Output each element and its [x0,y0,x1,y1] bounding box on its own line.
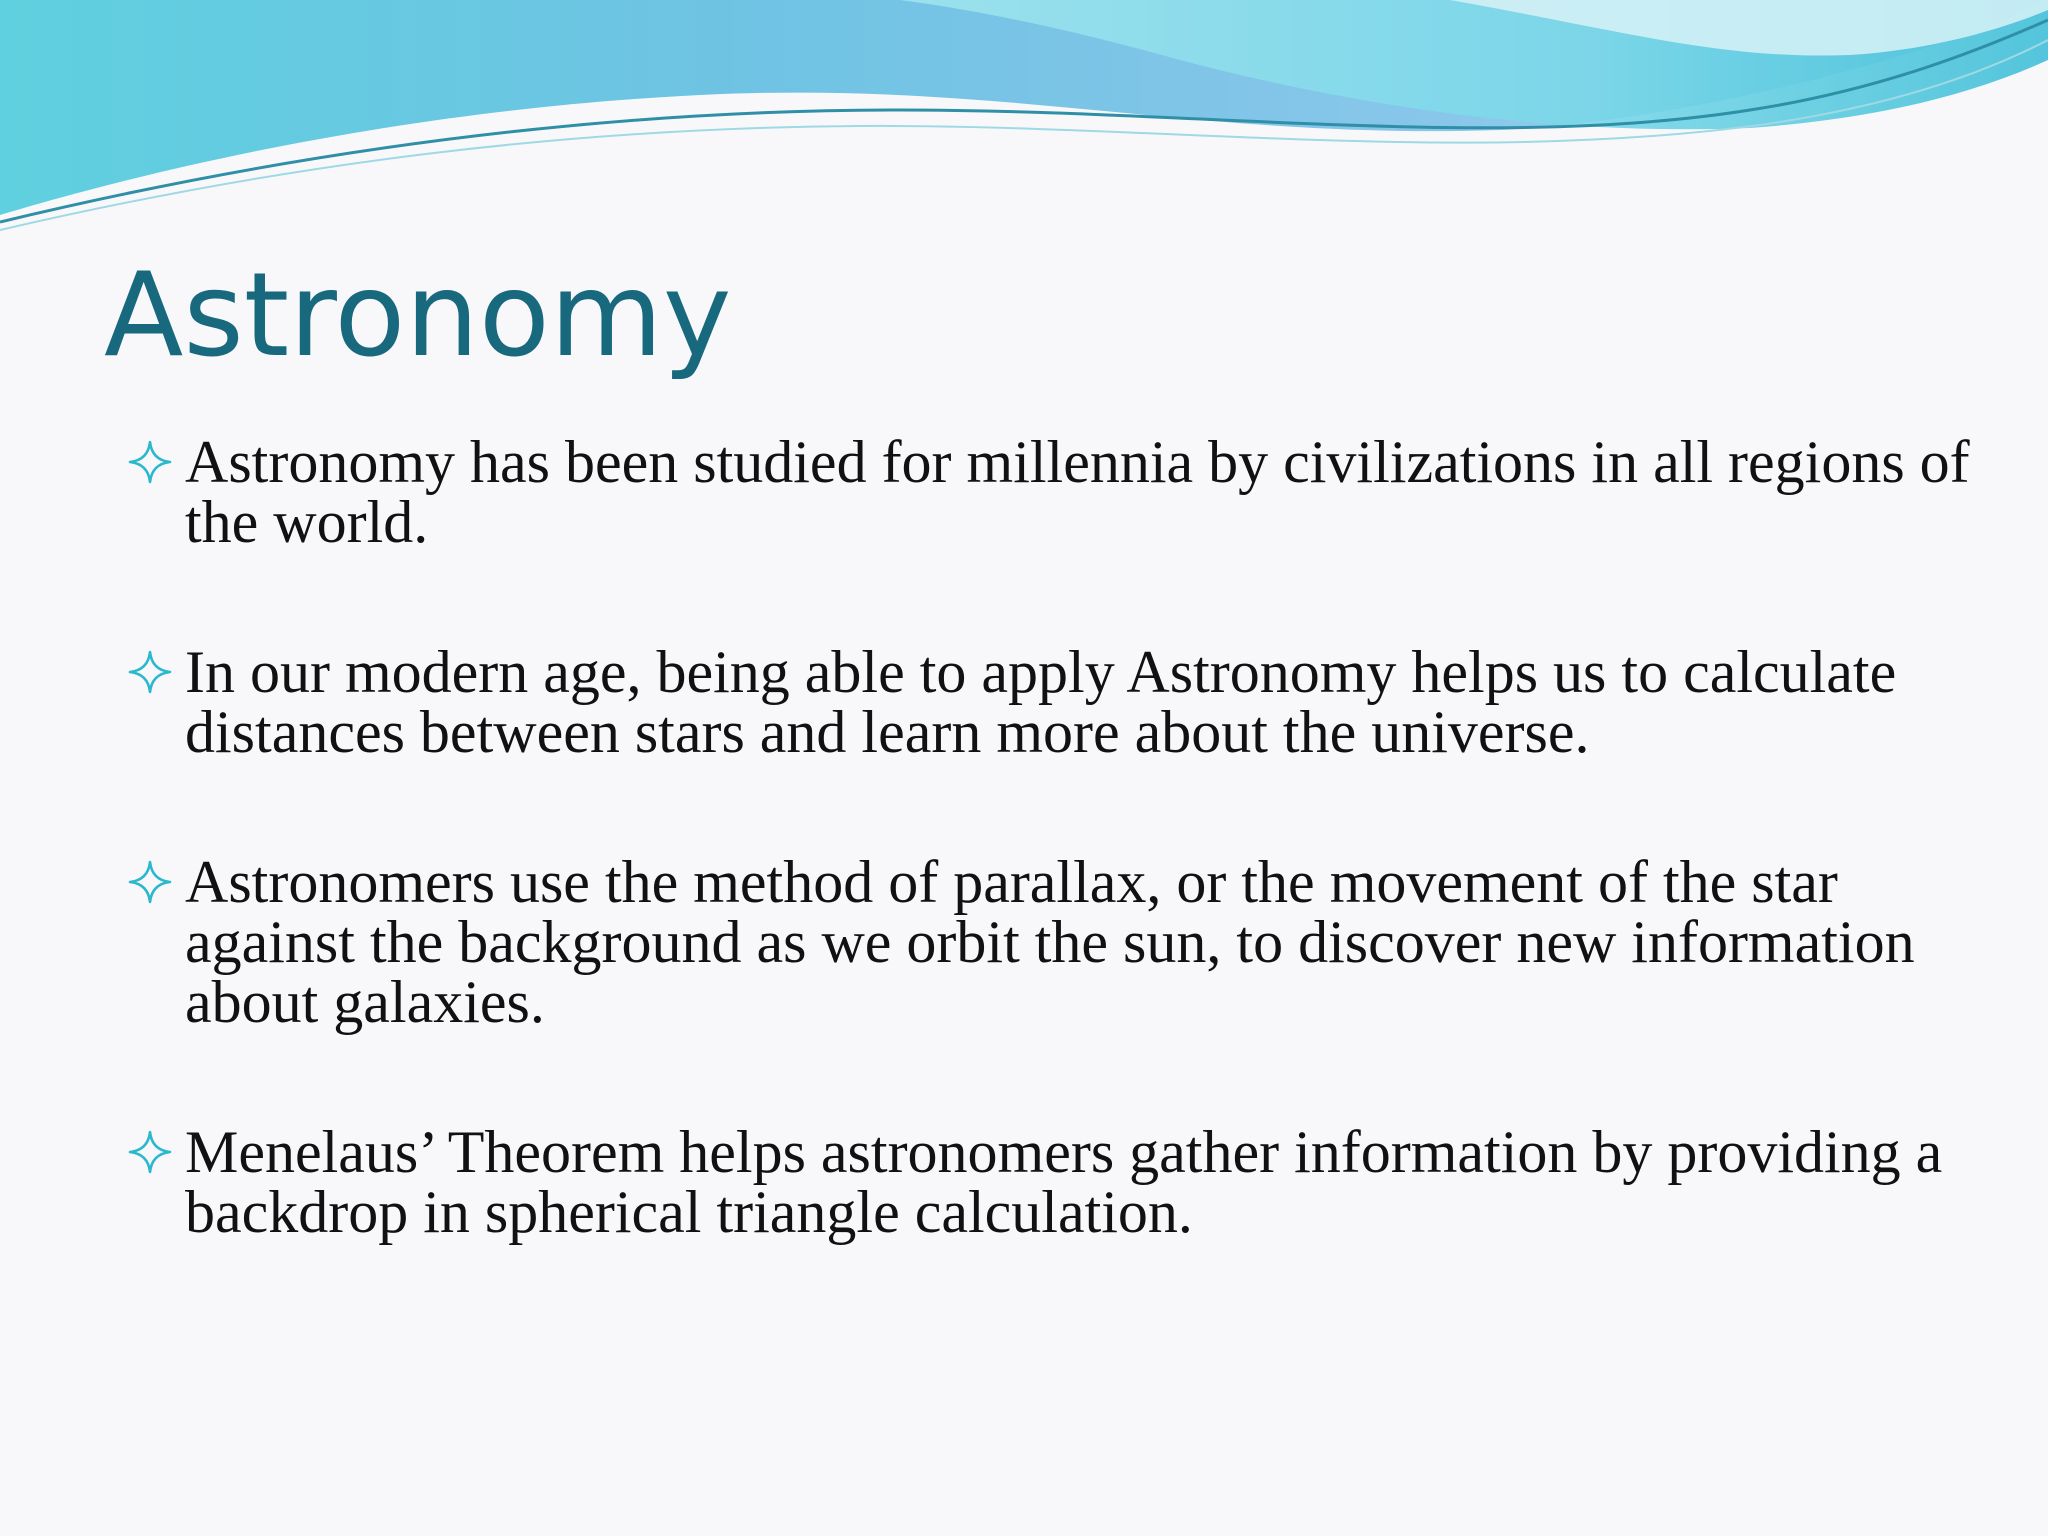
four-point-star-icon [128,860,172,904]
slide-title: Astronomy [104,248,732,383]
four-point-star-icon [128,650,172,694]
bullet-text: In our modern age, being able to apply Astronomy helps us to calculate distances between stars and learn more about the universe. [185,639,1897,765]
bullet-item [124,1119,1984,1245]
bullet-item [124,429,1984,555]
bullet-text: Menelaus’ Theorem helps astronomers gather information by providing a backdrop in spherical triangle calculation. [185,1119,1943,1245]
wave-header-decoration [0,0,2048,240]
bullet-item [124,849,1984,1035]
four-point-star-icon [128,440,172,484]
bullet-text: Astronomers use the method of parallax, or the movement of the star against the background as we orbit the sun, to discover new information about galaxies. [185,849,1915,1035]
bullet-text: Astronomy has been studied for millennia by civilizations in all regions of the world. [185,429,1970,555]
four-point-star-icon [128,1130,172,1174]
bullet-list [124,429,1984,1245]
bullet-item [124,639,1984,765]
